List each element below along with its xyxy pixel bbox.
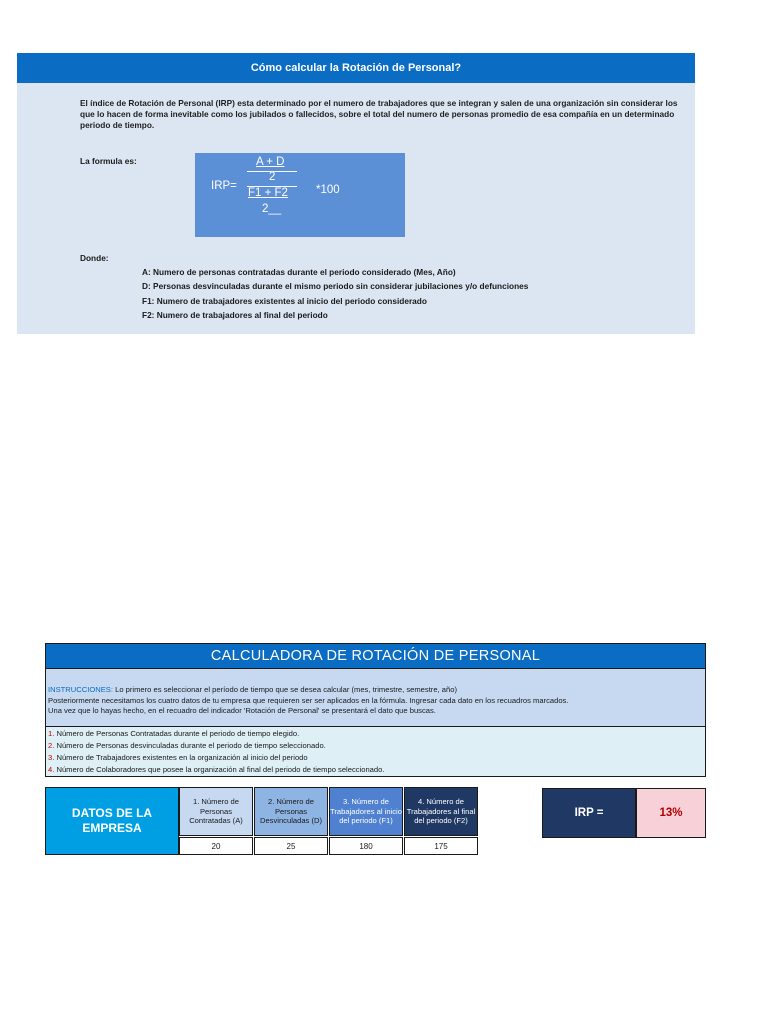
calculator-title: CALCULADORA DE ROTACIÓN DE PERSONAL [45,643,706,669]
step-item [48,764,703,776]
steps-box [45,727,706,777]
intro-text: El índice de Rotación de Personal (IRP) esta determinado por el numero de trabajadores que se integran y salen de una organización sin considerar los que lo hacen de forma inevitable como los jubilados o fallecidos, sobre el total del numero de personas promedio de esa compañía en un determinado periodo de tiempo. [80,98,678,130]
instructions-label: INSTRUCCIONES: [48,685,113,694]
formula-multiplier: *100 [316,184,340,196]
formula-label: La formula es: [80,156,137,166]
definition-item: D: Personas desvinculadas durante el mismo periodo sin considerar jubilaciones y/o defunciones [142,281,529,292]
input-f1[interactable]: 180 [329,837,403,855]
step-item [48,728,703,740]
definition-item: F1: Numero de trabajadores existentes al inicio del periodo considerado [142,295,427,306]
instructions-box [45,669,706,727]
step-item [48,752,703,764]
instructions-line: Una vez que lo hayas hecho, en el recuadro del indicador 'Rotación de Personal' se presentará el dato que buscas. [48,706,436,715]
instructions-line: Lo primero es seleccionar el período de tiempo que se desea calcular (mes, trimestre, semestre, año) [112,685,457,694]
panel-title: Cómo calcular la Rotación de Personal? [17,53,695,83]
column-header-f1: 3. Número de Trabajadores al inicio del periodo (F1) [329,787,403,836]
irp-label: IRP = [542,788,636,838]
irp-result: 13% [636,788,706,838]
formula-numerator: A + D [256,156,285,168]
column-header-a: 1. Número de Personas Contratadas (A) [179,787,253,836]
step-number: 4. [48,765,55,774]
step-item [48,740,703,752]
step-number: 3. [48,753,55,762]
definition-item: F2: Numero de trabajadores al final del periodo [142,309,328,320]
step-text: Número de Colaboradores que posee la organización al final del periodo de tiempo seleccionado. [54,765,385,774]
input-a[interactable]: 20 [179,837,253,855]
formula-denominator: F1 + F2 [248,187,288,199]
step-text: Número de Personas Contratadas durante el periodo de tiempo elegido. [54,729,300,738]
input-f2[interactable]: 175 [404,837,478,855]
input-d[interactable]: 25 [254,837,328,855]
formula-box [195,153,405,237]
datos-empresa-label: DATOS DE LA EMPRESA [45,787,179,855]
definition-item: A: Numero de personas contratadas durante el periodo considerado (Mes, Año) [142,267,456,277]
column-header-d: 2. Número de Personas Desvinculadas (D) [254,787,328,836]
step-number: 2. [48,741,55,750]
instructions-line: Posteriormente necesitamos los cuatro datos de tu empresa que requieren ser ser aplicados en la fórmula. Ingresar cada dato en los recuadros marcados. [48,695,569,705]
formula-two-bottom: 2__ [262,203,282,215]
column-header-f2: 4. Número de Trabajadores al final del periodo (F2) [404,787,478,836]
definitions-list [142,265,528,322]
explanation-panel [17,53,695,334]
formula-two-top: 2 [269,171,276,183]
donde-label: Donde: [80,253,109,263]
step-number: 1. [48,729,55,738]
step-text: Número de Personas desvinculadas durante el periodo de tiempo seleccionado. [54,741,326,750]
step-text: Número de Trabajadores existentes en la organización al inicio del periodo [54,753,308,762]
formula-lhs: IRP= [211,180,237,192]
calculator [45,643,706,777]
